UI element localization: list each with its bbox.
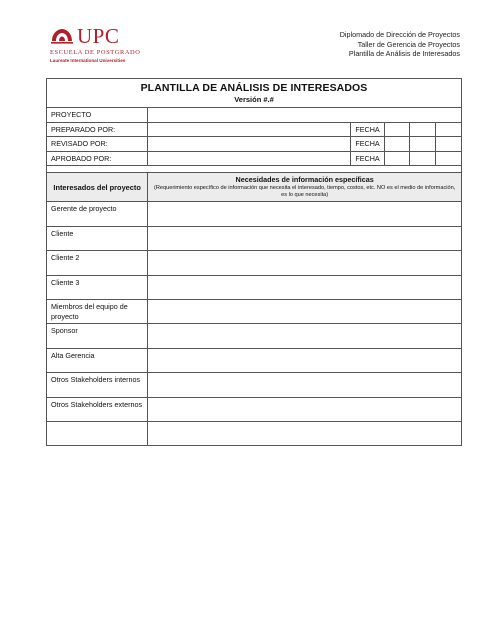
- revisado-label: REVISADO POR:: [47, 137, 148, 152]
- stakeholder-name: Cliente: [47, 226, 148, 250]
- col-necesidades-header: [148, 173, 462, 202]
- preparado-label: PREPARADO POR:: [47, 122, 148, 137]
- stakeholder-name: Cliente 2: [47, 251, 148, 275]
- table-row: [47, 373, 462, 397]
- form-title: PLANTILLA DE ANÁLISIS DE INTERESADOS: [140, 82, 368, 94]
- preparado-fecha-label: FECHA: [351, 122, 384, 137]
- form-title-cell: [47, 79, 462, 108]
- table-row: [47, 275, 462, 299]
- header-line-taller: Taller de Gerencia de Proyectos: [357, 39, 460, 49]
- stakeholder-needs-field[interactable]: [148, 275, 462, 299]
- upc-emblem-icon: [50, 27, 74, 45]
- header-line-plantilla: Plantilla de Análisis de Interesados: [348, 49, 460, 59]
- aprobado-fecha-month[interactable]: [410, 151, 436, 166]
- aprobado-field[interactable]: [148, 151, 351, 166]
- revisado-fecha-month[interactable]: [410, 137, 436, 152]
- proyecto-row: [47, 108, 462, 123]
- table-row: [47, 226, 462, 250]
- table-row: [47, 299, 462, 323]
- stakeholder-name: Alta Gerencia: [47, 348, 148, 372]
- col-necesidades-title: Necesidades de información específicas: [235, 175, 374, 185]
- table-row: [47, 348, 462, 372]
- revisado-fecha-day[interactable]: [384, 137, 410, 152]
- col-necesidades-subtitle: (Requerimiento específico de información que necesita el interesado, tiempo, costos, etc. NO es el medio de información, es lo que necesita): [153, 185, 456, 199]
- preparado-field[interactable]: [148, 122, 351, 137]
- table-row: [47, 421, 462, 445]
- stakeholder-analysis-form: [46, 78, 462, 446]
- stakeholder-needs-field[interactable]: [148, 226, 462, 250]
- stakeholder-needs-field[interactable]: [148, 324, 462, 348]
- stakeholder-name: Sponsor: [47, 324, 148, 348]
- aprobado-row: [47, 151, 462, 166]
- proyecto-field[interactable]: [148, 108, 462, 123]
- stakeholder-name-blank[interactable]: [47, 421, 148, 445]
- proyecto-label: PROYECTO: [47, 108, 148, 123]
- spacer-row: [47, 166, 462, 173]
- header-line-diplomado: Diplomado de Dirección de Proyectos: [339, 30, 460, 39]
- stakeholder-needs-field[interactable]: [148, 299, 462, 323]
- stakeholder-name: Miembros del equipo de proyecto: [47, 299, 148, 323]
- table-row: [47, 251, 462, 275]
- stakeholder-needs-field[interactable]: [148, 397, 462, 421]
- aprobado-fecha-year[interactable]: [436, 151, 462, 166]
- preparado-fecha-month[interactable]: [410, 122, 436, 137]
- document-header-info: [340, 30, 460, 59]
- logo-laureate-text: Laureate International Universities: [50, 58, 126, 63]
- col-interesados-header: Interesados del proyecto: [47, 173, 148, 202]
- table-row: [47, 324, 462, 348]
- stakeholder-needs-field[interactable]: [148, 251, 462, 275]
- table-row: [47, 202, 462, 226]
- stakeholder-name: Cliente 3: [47, 275, 148, 299]
- form-version: Versión #.#: [234, 95, 274, 104]
- aprobado-fecha-label: FECHA: [351, 151, 384, 166]
- stakeholder-needs-field[interactable]: [148, 373, 462, 397]
- table-header-row: [47, 173, 462, 202]
- stakeholder-needs-field[interactable]: [148, 202, 462, 226]
- revisado-row: [47, 137, 462, 152]
- stakeholder-needs-field[interactable]: [148, 421, 462, 445]
- stakeholder-name: Otros Stakeholders externos: [47, 397, 148, 421]
- stakeholder-name: Otros Stakeholders internos: [47, 373, 148, 397]
- revisado-fecha-year[interactable]: [436, 137, 462, 152]
- stakeholder-name: Gerente de proyecto: [47, 202, 148, 226]
- preparado-fecha-day[interactable]: [384, 122, 410, 137]
- logo-school-text: ESCUELA DE POSTGRADO: [50, 49, 141, 56]
- logo-upc-text: UPC: [77, 24, 120, 48]
- aprobado-fecha-day[interactable]: [384, 151, 410, 166]
- preparado-row: [47, 122, 462, 137]
- spacer-cell: [47, 166, 462, 173]
- preparado-fecha-year[interactable]: [436, 122, 462, 137]
- aprobado-label: APROBADO POR:: [47, 151, 148, 166]
- revisado-fecha-label: FECHA: [351, 137, 384, 152]
- table-row: [47, 397, 462, 421]
- upc-logo: [50, 24, 141, 67]
- revisado-field[interactable]: [148, 137, 351, 152]
- stakeholder-needs-field[interactable]: [148, 348, 462, 372]
